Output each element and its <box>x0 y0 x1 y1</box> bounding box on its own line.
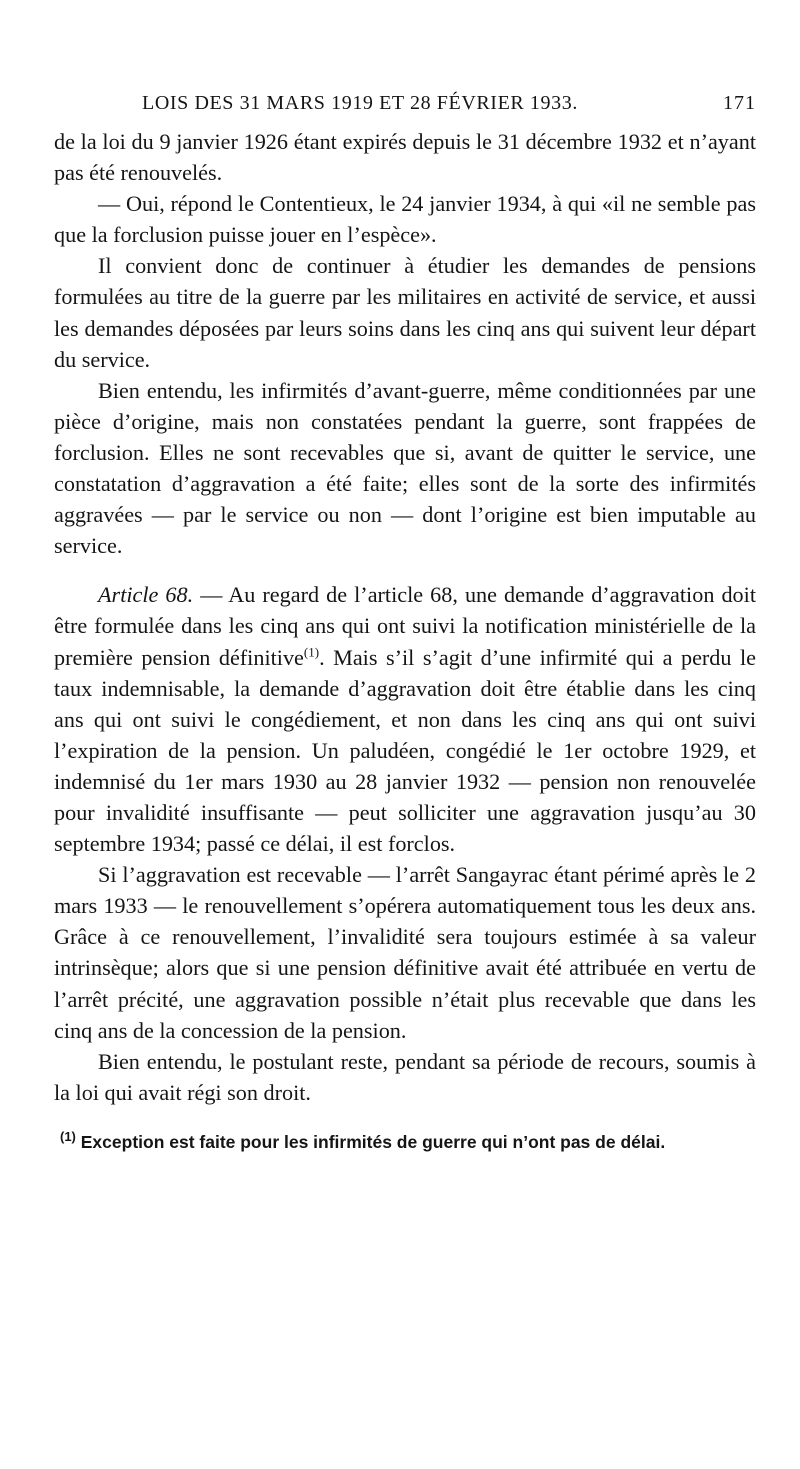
running-head <box>142 92 756 126</box>
running-title: LOIS DES 31 MARS 1919 ET 28 FÉVRIER 1933. <box>142 92 578 114</box>
footnote-text: Exception est faite pour les infirmités de guerre qui n’ont pas de délai. <box>75 1131 666 1152</box>
paragraph-continuation: de la loi du 9 janvier 1926 étant expirés depuis le 31 décembre 1932 et n’ayant pas été renouvelés. <box>54 129 756 186</box>
paragraph-pension-requests: Il convient donc de continuer à étudier les demandes de pensions formulées au titre de la guerre par les militaires en activité de service, et aussi les demandes déposées par leurs soins dans les cinq ans qui suivent leur départ du service. <box>54 253 756 372</box>
article-text-part2: . Mais s’il s’agit d’une infirmité qui a perdu le taux indemnisable, la demande d’aggravation doit être établie dans les cinq ans qui ont suivi le congédiement, et non dans les cinq ans qui ont suivi l’expiration de la pension. Un paludéen, congédié le 1er octobre 1929, et indemnisé du 1er mars 1930 au 28 janvier 1932 — pension non renouvelée pour invalidité insuffisante — peut solliciter une aggravation jusqu’au 30 septembre 1934; passé ce délai, il est forclos. <box>54 644 756 857</box>
paragraph-contentieux-reply: — Oui, répond le Contentieux, le 24 janvier 1934, à qui «il ne semble pas que la forclusion puisse jouer en l’espèce». <box>54 191 756 248</box>
paragraph-pre-war-infirmities: Bien entendu, les infirmités d’avant-guerre, même conditionnées par une pièce d’origine, mais non constatées pendant la guerre, sont frappées de forclusion. Elles ne sont recevables que si, avant de quitter le service, une constatation d’aggravation a été faite; elles sont de la sorte des infirmités aggravées — par le service ou non — dont l’origine est bien imputable au service. <box>54 377 756 559</box>
page-number: 171 <box>723 92 756 114</box>
body-text <box>54 126 756 1108</box>
paragraph-article-68 <box>54 579 756 859</box>
paragraph-aggravation-renewal: Si l’aggravation est recevable — l’arrêt Sangayrac étant périmé après le 2 mars 1933 — le renouvellement s’opérera automatiquement tous les deux ans. Grâce à ce renouvellement, l’invalidité sera toujours estimée à sa valeur intrinsèque; alors que si une pension définitive avait été attribuée en vertu de l’arrêt précité, une aggravation possible n’était plus recevable que dans les cinq ans de la concession de la pension. <box>54 862 756 1043</box>
paragraph-postulant: Bien entendu, le postulant reste, pendant sa période de recours, soumis à la loi qui avait régi son droit. <box>54 1048 756 1105</box>
footnote-reference: (1) <box>303 644 320 660</box>
article-text-part1: — Au regard de l’article 68, une demande d’aggravation doit être formulée dans les cinq ans qui ont suivi la notification ministérielle de la première pension définitive <box>54 582 756 670</box>
article-label: Article 68. <box>98 582 194 608</box>
footnote-marker: (1) <box>60 1129 76 1145</box>
footnote <box>54 1130 756 1154</box>
